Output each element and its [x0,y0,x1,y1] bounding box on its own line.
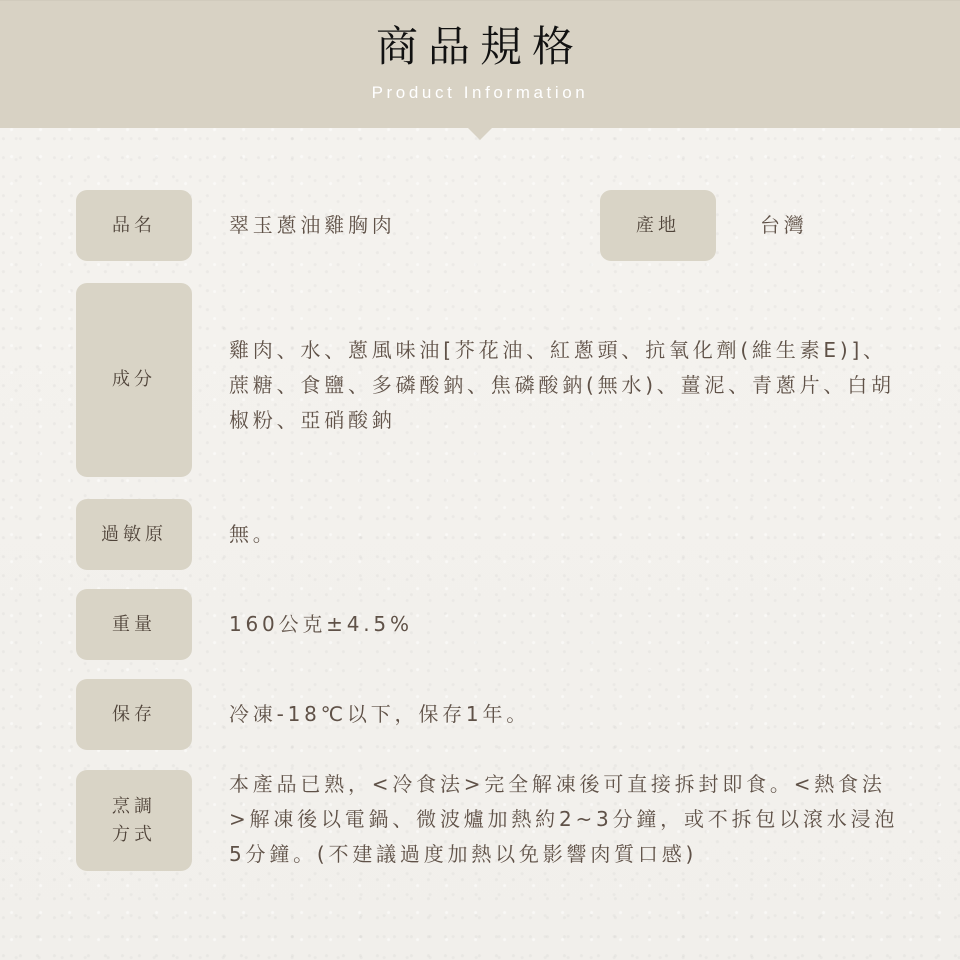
label-ingredients [76,283,192,477]
ingredients-value: 雞肉、水、蔥風味油[芥花油、紅蔥頭、抗氧化劑(維生素E)]、蔗糖、食鹽、多磷酸鈉、焦磷酸鈉(無水)、薑泥、青蔥片、白胡椒粉、亞硝酸鈉 [229,338,895,432]
storage-value: 冷凍-18℃以下，保存1年。 [229,702,531,726]
label-cooking-method [76,770,192,871]
label-storage [76,679,192,750]
storage-label: 保存 [112,703,156,725]
origin-value: 台灣 [760,213,808,237]
weight-label: 重量 [112,613,156,635]
cooking-method-value: 本產品已熟，<冷食法>完全解凍後可直接拆封即食。<熱食法>解凍後以電鍋、微波爐加熱約2~3分鐘，或不拆包以滾水浸泡5分鐘。(不建議過度加熱以免影響肉質口感) [229,772,899,866]
page-header [0,0,960,128]
page-title: 商品規格 [375,22,584,71]
label-product-name [76,190,192,261]
label-weight [76,589,192,660]
cooking-method-label: 烹調 方式 [112,795,156,845]
allergens-label: 過敏原 [101,523,167,545]
ingredients-label: 成分 [112,369,156,391]
allergens-value: 無。 [229,522,277,546]
product-name-label: 品名 [112,214,156,236]
product-name-value: 翠玉蔥油雞胸肉 [229,213,396,237]
weight-value: 160公克±4.5% [229,612,413,636]
page-subtitle: Product Information [371,83,589,102]
origin-label: 產地 [636,214,680,236]
label-origin [600,190,716,261]
label-allergens [76,499,192,570]
